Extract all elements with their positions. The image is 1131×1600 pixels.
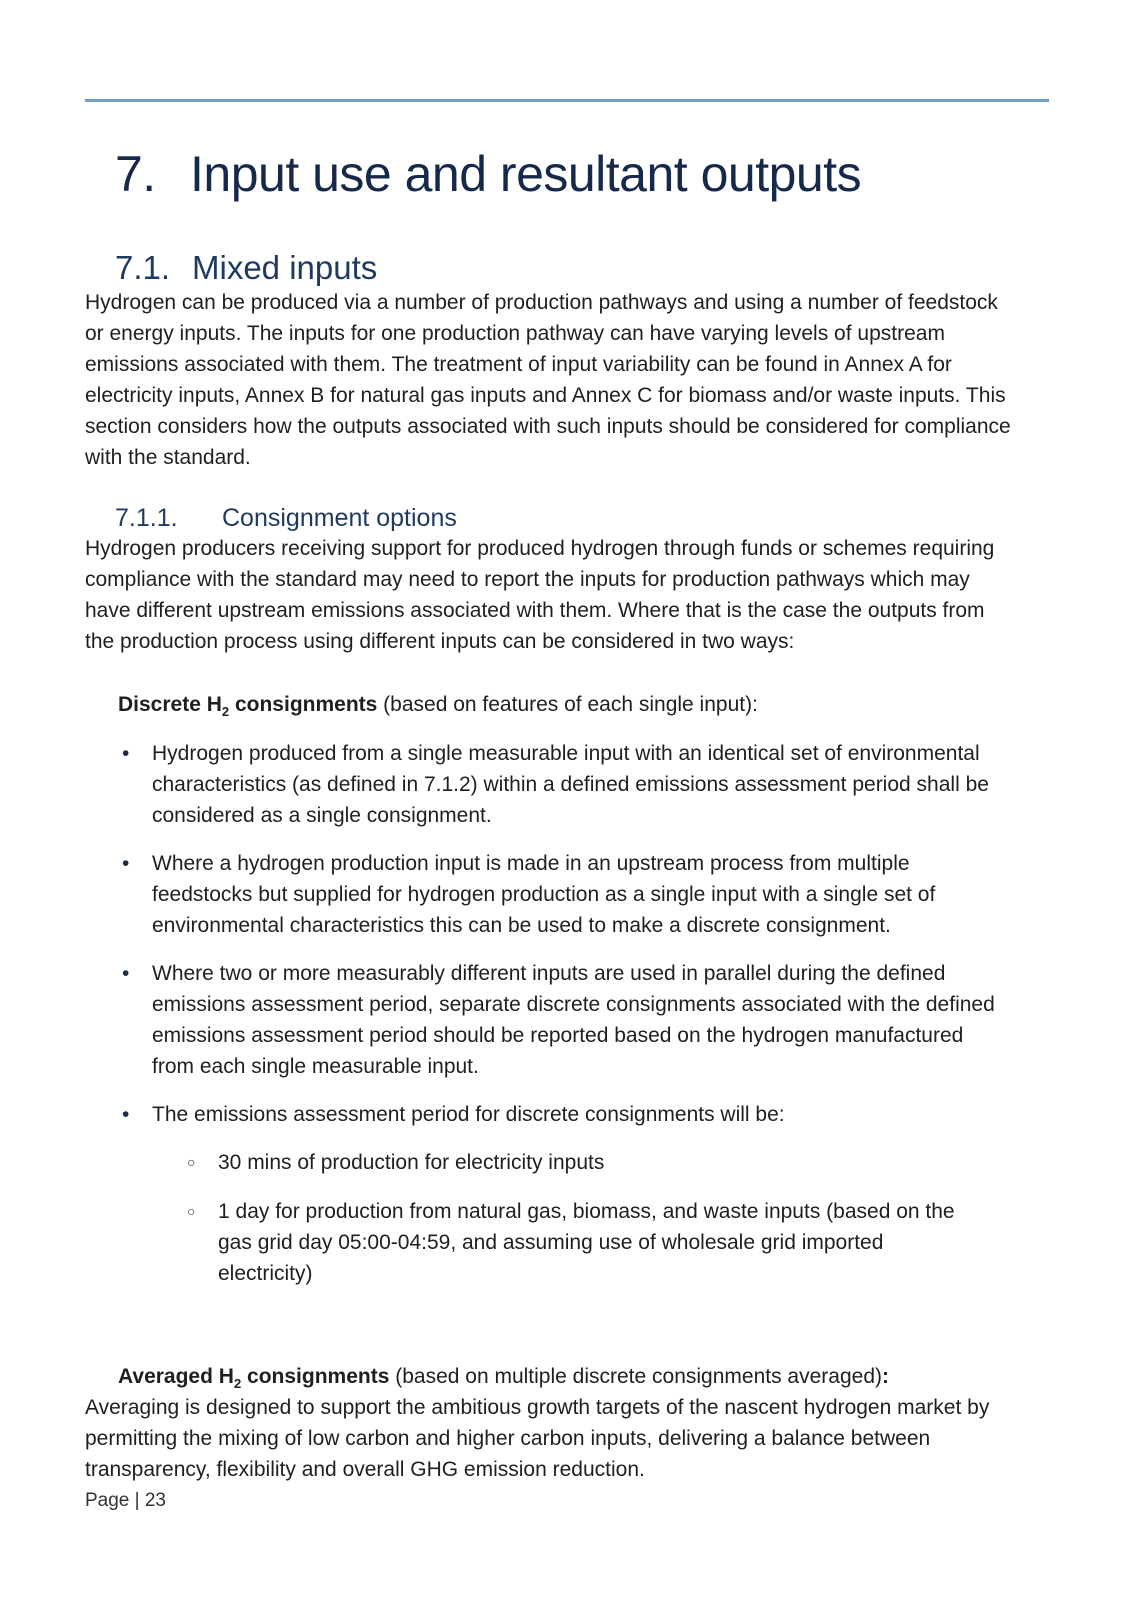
averaged-heading-normal: (based on multiple discrete consignments averaged): [389, 1364, 882, 1388]
list-item-text: Where two or more measurably different inputs are used in parallel during the defined emissions assessment period, separate discrete consignments associated with the defined emissions assessment period should be reported based on the hydrogen manufactured from each single measurable input.: [152, 961, 995, 1078]
page-content: [85, 0, 1049, 1485]
subsection-title: Mixed inputs: [192, 249, 378, 286]
subsubsection-title: Consignment options: [222, 503, 457, 532]
section-heading: [115, 146, 1049, 202]
circle-bullet-icon: ○: [187, 1202, 196, 1219]
list-item: [122, 1099, 1002, 1130]
page-number-footer: Page | 23: [85, 1490, 167, 1511]
averaging-paragraph: Averaging is designed to support the ambitious growth targets of the nascent hydrogen market by permitting the mixing of low carbon and higher carbon inputs, delivering a balance between transparency, flexibility and overall GHG emission reduction.: [85, 1395, 990, 1481]
sub-list-item: [187, 1196, 982, 1289]
list-item: [122, 958, 1002, 1082]
sub-bullet-list: [85, 1147, 1049, 1289]
subsection-heading: [115, 249, 1049, 287]
sub-list-item-text: 1 day for production from natural gas, biomass, and waste inputs (based on the gas grid day 05:00-04:59, and assuming use of wholesale grid imported electricity): [218, 1199, 955, 1285]
list-item-text: The emissions assessment period for discrete consignments will be:: [152, 1102, 785, 1126]
discrete-heading-normal: (based on features of each single input):: [377, 692, 758, 716]
averaged-consignments-heading: [118, 1361, 1013, 1392]
section-number: 7.: [115, 146, 156, 202]
subsection-number: 7.1.: [115, 249, 171, 286]
discrete-bullet-list: [85, 738, 1049, 1289]
list-item: [122, 848, 1002, 941]
intro-paragraph: Hydrogen can be produced via a number of production pathways and using a number of feedstock or energy inputs. The inputs for one production pathway can have varying levels of upstream emissions associated with them. The treatment of input variability can be found in Annex A for electricity inputs, Annex B for natural gas inputs and Annex C for biomass and/or waste inputs. This section considers how the outputs associated with such inputs should be considered for compliance with the standard.: [85, 290, 1011, 469]
discrete-heading-bold-tail: consignments: [229, 692, 378, 716]
list-item-text: Hydrogen produced from a single measurable input with an identical set of environmental characteristics (as defined in 7.1.2) within a defined emissions assessment period shall be considered as a single consignment.: [152, 741, 989, 827]
bullet-icon: •: [122, 851, 130, 875]
consignment-intro-paragraph: Hydrogen producers receiving support for produced hydrogen through funds or schemes requiring compliance with the standard may need to report the inputs for production pathways which may have different upstream emissions associated with them. Where that is the case the outputs from the production process using different inputs can be considered in two ways:: [85, 536, 995, 653]
subsubsection-number: 7.1.1.: [115, 503, 178, 532]
section-title: Input use and resultant outputs: [190, 146, 862, 202]
h2-subscript: 2: [221, 704, 230, 720]
averaged-heading-bold-tail: consignments: [241, 1364, 390, 1388]
circle-bullet-icon: ○: [187, 1153, 196, 1170]
list-item: [122, 738, 1002, 831]
sub-list-item: [187, 1147, 982, 1178]
subsubsection-heading: [115, 503, 1049, 533]
bullet-icon: •: [122, 741, 130, 765]
averaged-heading-bold: Averaged H: [118, 1364, 234, 1388]
discrete-consignments-heading: [118, 689, 1013, 720]
list-item-text: Where a hydrogen production input is made in an upstream process from multiple feedstocks but supplied for hydrogen production as a single input with a single set of environmental characteristics this can be used to make a discrete consignment.: [152, 851, 936, 937]
bullet-icon: •: [122, 1102, 130, 1126]
bullet-icon: •: [122, 961, 130, 985]
h2-subscript: 2: [233, 1376, 242, 1392]
sub-list-item-text: 30 mins of production for electricity inputs: [218, 1150, 605, 1174]
averaged-heading-colon: :: [882, 1364, 889, 1388]
discrete-heading-bold: Discrete H: [118, 692, 222, 716]
top-horizontal-rule: [85, 99, 1049, 102]
